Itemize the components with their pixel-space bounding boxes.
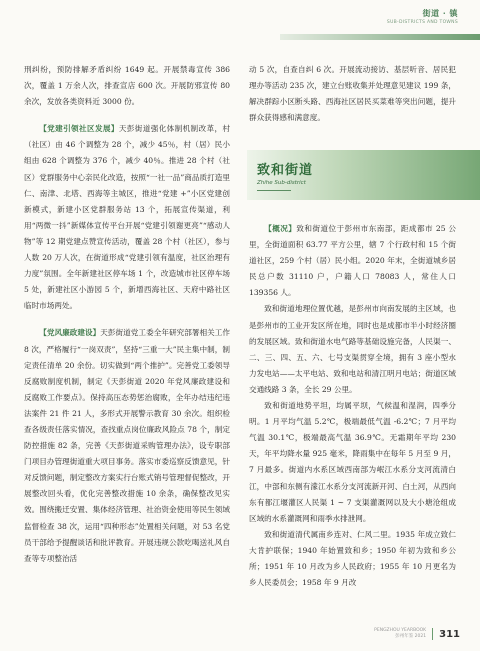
header-decor-bar <box>280 34 480 40</box>
paragraph-text: 天彭街道强化体制机制改革，村（社区）由 46 个调整为 28 个，减少 45％，村（居）民小组由 628 个调整为 376 个，减少 40％。推进 28 个村（社区）党群服务中心亲民化改造，按照“一社一品”商品质打造里仁、南津、北塔、西海等主城区，推进“党建 +”小区党建创新模式，新建小区党群服务站 13 个，拓展宣传渠道，利用“两微一抖”新媒体宣传平台开展“党建引领谢更亮”“感动人物”等 12 期党建点赞宣传活动，覆盖 28 个村（社区），参与人数 20 万人次，在街道形成“党建引领有温度，社区治理有力度”氛围。全年新建社区停车场 1 个，改造城市社区停车场 5 处，新建社区小游园 5 个，新增西海社区、天府中路社区临时市场两处。 <box>24 124 231 311</box>
paragraph: 致和街道地理位置优越，是彭州市向南发展的主区域，也是彭州市的工业开发区所在地，同时也是成都市半小时经济圈的发展区域。致和街道水电气路等基础设施完备，人民渠一、二、三、四、五、六、七号支渠贯穿全境，拥有 3 座小型水力发电站——太平电站、致和电站和清江明月电站；街道区域交通线路 3 条，全长 29 公里。 <box>249 304 456 394</box>
section-label: 【党风廉政建设】 <box>39 328 101 338</box>
banner-title: 致和街道 <box>257 163 314 178</box>
footer-brand-line: 彭州年鉴 2021 <box>395 634 427 639</box>
banner-subtitle: Zhihe Sub-district <box>257 180 306 186</box>
paragraph-text: 致和街道位于彭州市东南部，距成都市 25 公里，全街道面积 63.77 平方公里，辖 7 个行政村和 15 个街道社区，259 个村（居）民小组。2020 年末，全街道城乡居民总户数 31110 户，户籍人口 78083 人，常住人口 139356 人。 <box>249 224 457 298</box>
section-banner <box>247 150 480 200</box>
paragraph-text: 天彭街道党工委全年研究部署相关工作 8 次，严格履行“一岗双责”，坚持“三重一大”民主集中制，制定责任清单 20 余份。切实做到“两个推护”。完善党工委领导反腐败制度机制，制定《天彭街道 2020 年党风廉政建设和反腐败工作要点》。保持高压态势惩治腐败，全年办结违纪违法案件 21 件 21 人，多形式开展警示教育 30 余次。组织检查各级责任落实情况，查找重点岗位廉政风险点 78 个，制定防控措施 82 条，完善《天彭街道采购管理办法》，设专职部门项目办管理街道重大项目事务。落实市委巡察反馈意见，针对反馈问题，制定整改方案实行台账式销号管理督促整改，开展整改回头看，优化完善整改措施 10 余条，确保整改见实效。围绕搬迁安置、集体经济管理、社治资金使用等民生领域监督检查 38 次，运用“四种形态”处置相关问题，对 53 名党员干部给予提醒谈话和批评教育。开展违规公款吃喝送礼风自查等专项整治活 <box>24 328 231 563</box>
section-label: 【概况】 <box>264 224 297 233</box>
section-title: 街道 · 镇 <box>422 8 458 18</box>
page-footer <box>374 628 460 640</box>
paragraph <box>24 325 230 566</box>
paragraph: 动 5 次，自查自纠 6 次。开展流动接访、基层听音、居民犯理办等活动 235 次，建立台账收集并处理意见建议 199 条，解决群踪小区断头路、西海社区居民买菜难等突出问题，提升群众获得感和满意度。 <box>249 65 456 123</box>
paragraph: 致和街道地势平坦，均属平坝，气候温和湿润，四季分明。1 月平均气温 5.2℃，极端最低气温 -6.2℃；7 月平均气温 30.1℃，极端最高气温 36.9℃。无霜期年平均 230 天，年平均降水量 925 毫米，降雨集中在每年 5 月至 9 月，7 月最多。街道内水系区域西南部为岷江水系分支河流清白江，中部和东侧有濛江水系分支河流新开河、白土河，从西向东有都江堰灌区人民渠 1 ~ 7 支渠灌溉网以及大小塘沧组成区域的水系灌溉网和雨季水排泄网。 <box>249 401 456 523</box>
section-subtitle: SUB-DISTRICTS AND TOWNS <box>386 20 458 25</box>
left-column <box>24 62 230 567</box>
section-label: 【党建引领社区发展】 <box>39 124 119 134</box>
footer-divider <box>432 628 433 640</box>
banner-underline <box>257 190 291 191</box>
running-header <box>387 8 458 25</box>
footer-brand-line: PENGZHOU YEARBOOK <box>374 628 427 633</box>
paragraph: 致和街道清代属南乡连对、仁风二里。1935 年成立致仁大肯护联保；1940 年始置致和乡；1950 年初为致和乡公所；1951 年 10 月改为乡人民政府；1955 年 10 月更名为乡人民委员会；1958 年 9 月改 <box>249 529 456 588</box>
paragraph <box>249 221 456 301</box>
page-number: 311 <box>439 628 460 640</box>
right-column <box>249 62 456 126</box>
right-column-body <box>249 221 456 591</box>
footer-brand <box>374 628 426 640</box>
paragraph: 刑纠纷，预防排解矛盾纠纷 1649 起。开展禁毒宣传 386 次，覆盖 1 万余人次，排查宣店 600 次。开展防邪宣传 80 余次，发放各类资料近 3000 份。 <box>24 65 230 107</box>
paragraph <box>24 121 230 314</box>
